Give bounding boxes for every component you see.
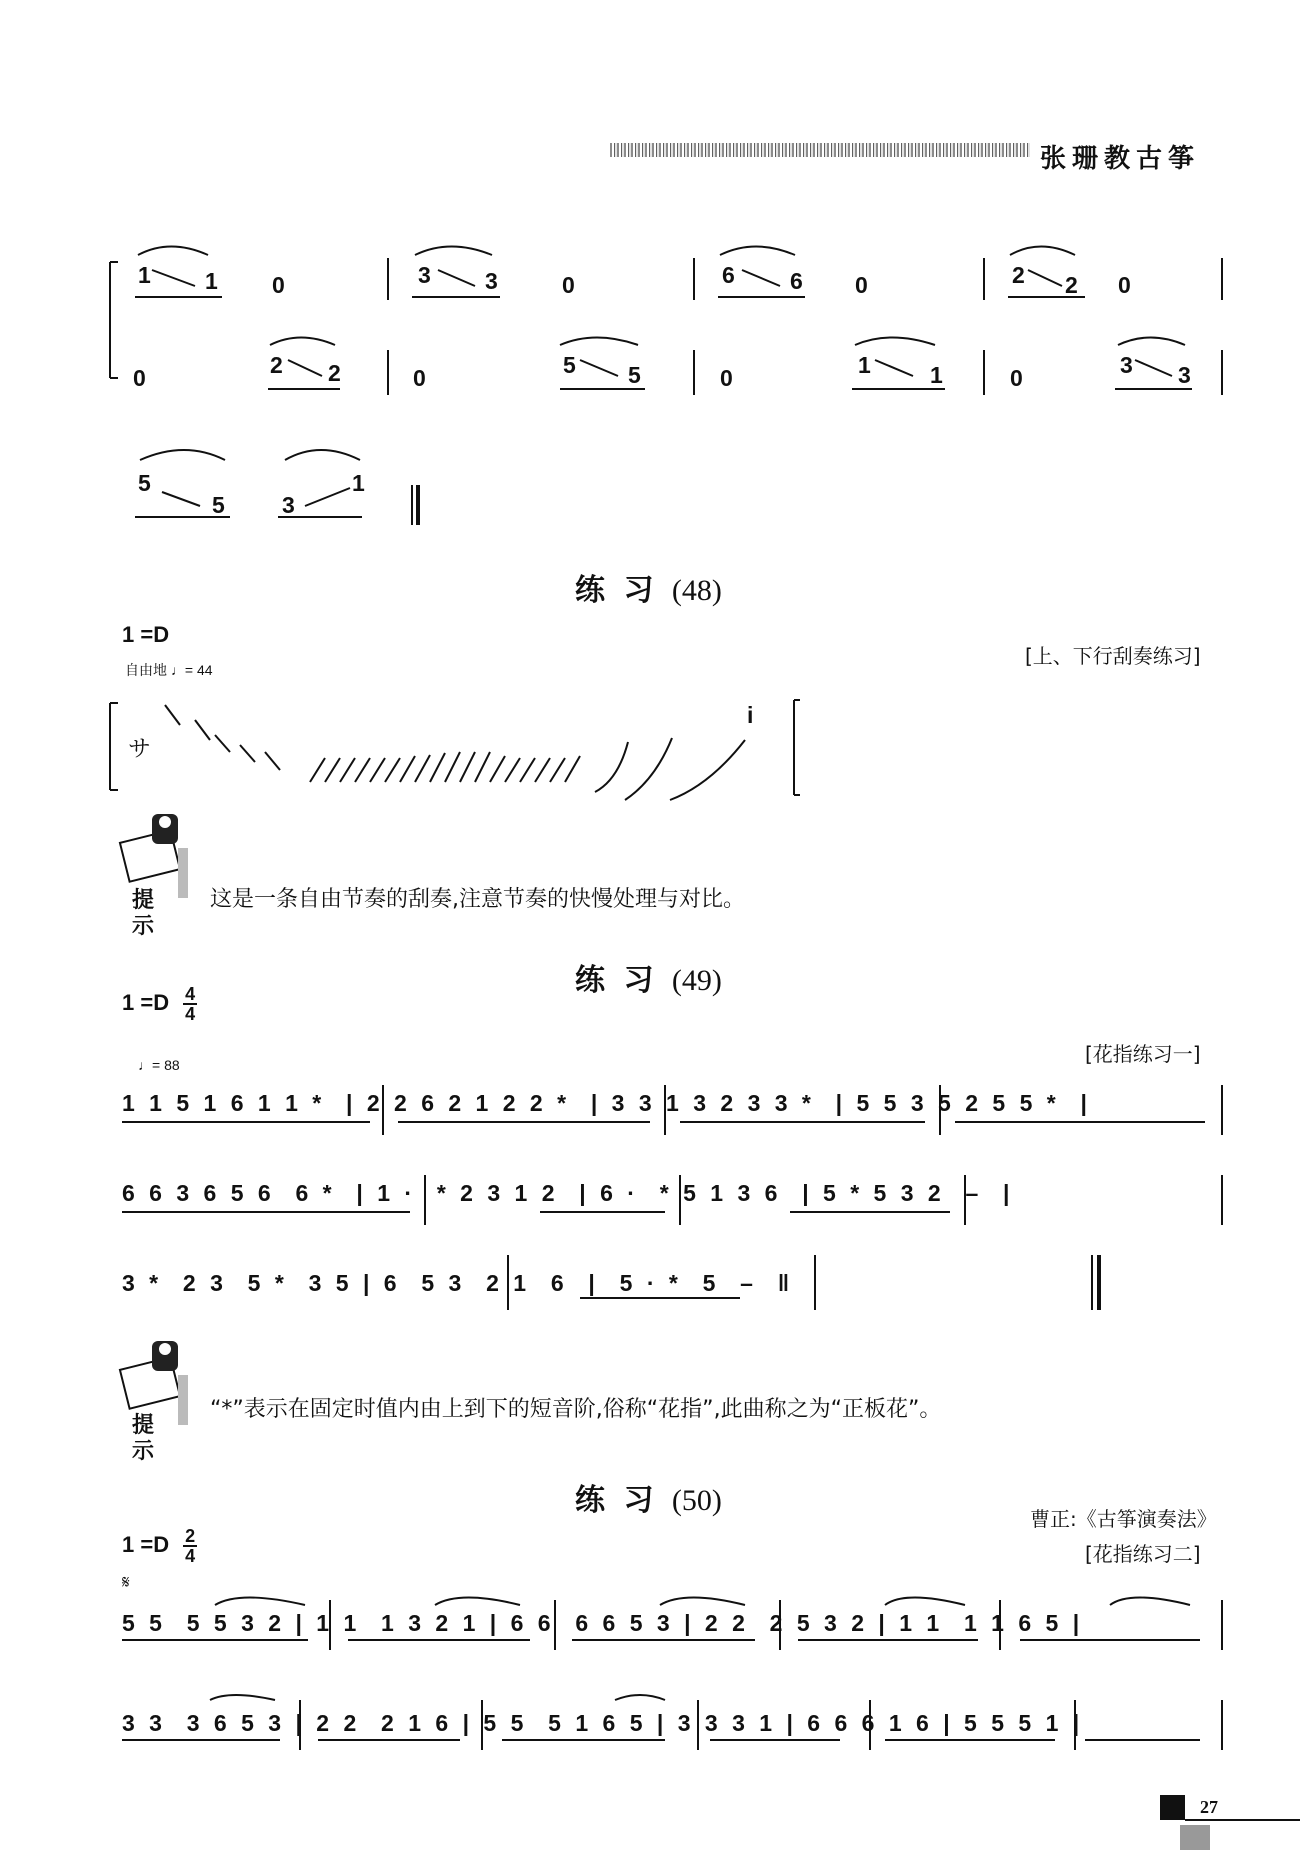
book-title: 张珊教古筝: [1040, 144, 1201, 174]
lower-note: 2: [328, 360, 345, 386]
tip-label: 提 示: [132, 1413, 155, 1464]
lower-note: 5: [563, 352, 580, 378]
exercise-48-title: 练 习 (48): [575, 573, 722, 608]
lower-rest: 0: [720, 365, 737, 391]
exercise-label: [上、下行刮奏练习]: [1025, 644, 1201, 668]
ending-note: 3: [282, 492, 299, 518]
notation-row-2: 6 6 3 6 5 6 6 * | 1 · * 2 3 1 2 | 6 · * 5 1 3 6 | 5 * 5 3 2 – |: [122, 1180, 1014, 1206]
upper-note: 1: [205, 268, 222, 294]
tempo-marking: ♩= 88: [138, 1057, 180, 1073]
upper-note: 6: [722, 262, 739, 288]
exercise-label: [花指练习一]: [1085, 1042, 1201, 1066]
upper-note: 2: [1012, 262, 1029, 288]
page-number: 27: [1200, 1797, 1218, 1817]
tip-label: 提 示: [132, 888, 155, 939]
exercise-50-title: 练 习 (50): [575, 1483, 722, 1518]
lower-rest: 0: [133, 365, 150, 391]
tip-text: 这是一条自由节奏的刮奏,注意节奏的快慢处理与对比。: [210, 887, 745, 912]
upper-note: 3: [418, 262, 435, 288]
tip-text: “*”表示在固定时值内由上到下的短音阶,俗称“花指”,此曲称之为“正板花”。: [210, 1397, 942, 1422]
time-signature: $\frac{2}{4}$: [185, 1526, 196, 1566]
lower-note: 1: [930, 362, 947, 388]
lower-rest: 0: [413, 365, 430, 391]
upper-note: 2: [1065, 272, 1082, 298]
tempo-marking: 自由地 ♩= 44: [125, 662, 213, 678]
key-signature: 1 =D $\frac{4}{4}$: [122, 984, 196, 1024]
lower-note: 3: [1120, 352, 1137, 378]
key-signature: 1 =D $\frac{2}{4}$: [122, 1526, 196, 1566]
upper-rest: 0: [1118, 272, 1135, 298]
exercise-label: [花指练习二]: [1085, 1542, 1201, 1566]
key-signature: 1 =D: [122, 622, 170, 647]
lower-note: 2: [270, 352, 287, 378]
exercise-49-title: 练 习 (49): [575, 963, 722, 998]
upper-note: 3: [485, 268, 502, 294]
upper-rest: 0: [855, 272, 872, 298]
upper-note: 6: [790, 268, 807, 294]
gliss-end-note: i: [747, 702, 758, 728]
source-citation: 曹正:《古筝演奏法》: [1030, 1507, 1217, 1531]
quarter-note-icon: ♩: [138, 1057, 152, 1073]
ending-note: 5: [138, 470, 155, 496]
notation-row-1: 1 1 5 1 6 1 1 * | 2 2 6 2 1 2 2 * | 3 3 1 3 2 3 3 * | 5 5 3 5 2 5 5 * |: [122, 1090, 1091, 1116]
notation-row-2: 3 3 3 6 5 3 | 2 2 2 1 6 | 5 5 5 1 6 5 | 3 3 3 1 | 6 6 6 1 6 | 5 5 5 1 |: [122, 1710, 1084, 1736]
lower-note: 1: [858, 352, 875, 378]
upper-note: 1: [138, 262, 155, 288]
lower-rest: 0: [1010, 365, 1027, 391]
notation-row-1: 5 5 5 5 3 2 | 1 1 1 3 2 1 | 6 6 6 6 5 3 | 2 2 2 5 3 2 | 1 1 1 1 6 5 |: [122, 1610, 1084, 1636]
ending-note: 1: [352, 470, 369, 496]
gliss-start-glyph: サ: [128, 735, 155, 761]
ending-note: 5: [212, 492, 229, 518]
lower-note: 5: [628, 362, 645, 388]
segno-icon: 𝄋: [122, 1572, 130, 1592]
time-signature: $\frac{4}{4}$: [185, 984, 196, 1024]
quarter-note-icon: ♩: [170, 662, 185, 678]
upper-rest: 0: [562, 272, 579, 298]
notation-row-3: 3 * 2 3 5 * 3 5 | 6 5 3 2 1 6 | 5 · * 5 – ‖: [122, 1270, 794, 1296]
upper-rest: 0: [272, 272, 289, 298]
lower-note: 3: [1178, 362, 1195, 388]
